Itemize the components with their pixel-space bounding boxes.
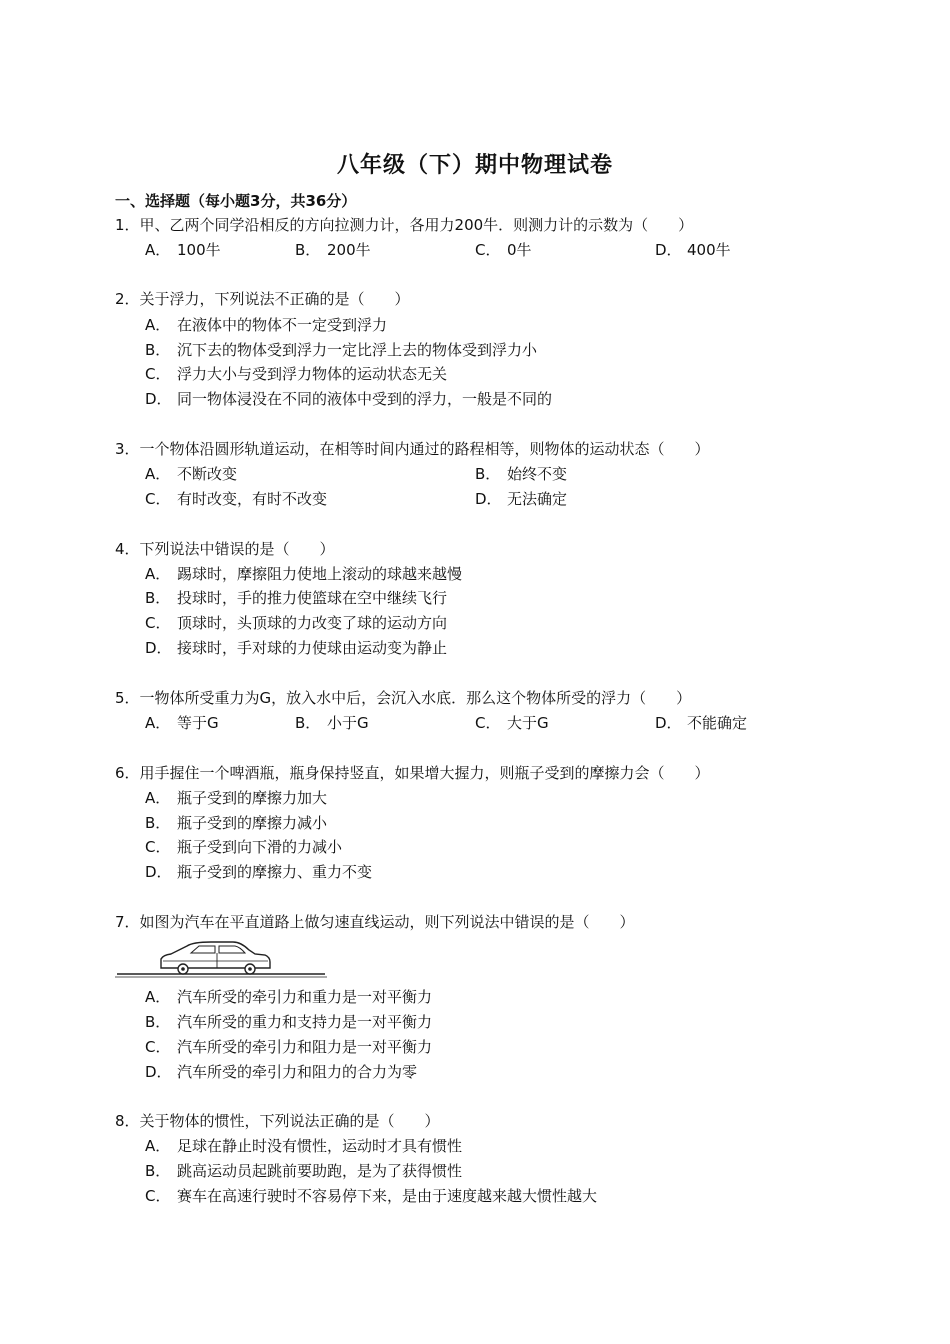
question-1-stem: 1．甲、乙两个同学沿相反的方向拉测力计，各用力200牛．则测力计的示数为（ ） bbox=[115, 216, 694, 234]
q7-option-d: D． 汽车所受的牵引力和阻力的合力为零 bbox=[145, 1063, 418, 1081]
q1-option-b: B． 200牛 bbox=[295, 241, 371, 259]
q6-option-d: D． 瓶子受到的摩擦力、重力不变 bbox=[145, 863, 373, 881]
q1-option-c: C． 0牛 bbox=[475, 241, 532, 259]
q5-option-b: B． 小于G bbox=[295, 714, 369, 732]
question-5-stem: 5．一物体所受重力为G，放入水中后，会沉入水底．那么这个物体所受的浮力（ ） bbox=[115, 689, 692, 707]
q3-option-c: C． 有时改变，有时不改变 bbox=[145, 490, 328, 508]
q8-option-a: A． 足球在静止时没有惯性，运动时才具有惯性 bbox=[145, 1137, 463, 1155]
q8-option-b: B． 跳高运动员起跳前要助跑，是为了获得惯性 bbox=[145, 1162, 463, 1180]
question-6-stem: 6．用手握住一个啤酒瓶，瓶身保持竖直，如果增大握力，则瓶子受到的摩擦力会（ ） bbox=[115, 764, 710, 782]
question-7-stem: 7．如图为汽车在平直道路上做匀速直线运动，则下列说法中错误的是（ ） bbox=[115, 913, 635, 931]
q3-option-d: D． 无法确定 bbox=[475, 490, 568, 508]
q4-option-c: C． 顶球时，头顶球的力改变了球的运动方向 bbox=[145, 614, 448, 632]
q7-option-a: A． 汽车所受的牵引力和重力是一对平衡力 bbox=[145, 988, 433, 1006]
q4-option-d: D． 接球时，手对球的力使球由运动变为静止 bbox=[145, 639, 448, 657]
question-4-stem: 4．下列说法中错误的是（ ） bbox=[115, 540, 335, 558]
q3-option-b: B． 始终不变 bbox=[475, 465, 568, 483]
q6-option-b: B． 瓶子受到的摩擦力减小 bbox=[145, 814, 328, 832]
q2-option-c: C． 浮力大小与受到浮力物体的运动状态无关 bbox=[145, 365, 448, 383]
question-8-stem: 8．关于物体的惯性，下列说法正确的是（ ） bbox=[115, 1112, 440, 1130]
q2-option-b: B． 沉下去的物体受到浮力一定比浮上去的物体受到浮力小 bbox=[145, 341, 538, 359]
q4-option-a: A． 踢球时，摩擦阻力使地上滚动的球越来越慢 bbox=[145, 565, 463, 583]
q7-option-b: B． 汽车所受的重力和支持力是一对平衡力 bbox=[145, 1013, 433, 1031]
q6-option-a: A． 瓶子受到的摩擦力加大 bbox=[145, 789, 328, 807]
section-heading: 一、选择题（每小题3分，共36分） bbox=[115, 192, 357, 210]
question-3-stem: 3．一个物体沿圆形轨道运动，在相等时间内通过的路程相等，则物体的运动状态（ ） bbox=[115, 440, 710, 458]
q6-option-c: C． 瓶子受到向下滑的力减小 bbox=[145, 838, 343, 856]
car-on-road-figure bbox=[115, 938, 330, 980]
q5-option-a: A． 等于G bbox=[145, 714, 219, 732]
exam-title: 八年级（下）期中物理试卷 bbox=[336, 153, 613, 178]
q3-option-a: A． 不断改变 bbox=[145, 465, 238, 483]
q2-option-d: D． 同一物体浸没在不同的液体中受到的浮力，一般是不同的 bbox=[145, 390, 553, 408]
q8-option-c: C． 赛车在高速行驶时不容易停下来，是由于速度越来越大惯性越大 bbox=[145, 1187, 598, 1205]
q1-option-d: D． 400牛 bbox=[655, 241, 731, 259]
q5-option-c: C． 大于G bbox=[475, 714, 549, 732]
question-2-stem: 2．关于浮力，下列说法不正确的是（ ） bbox=[115, 290, 410, 308]
q1-option-a: A． 100牛 bbox=[145, 241, 221, 259]
q4-option-b: B． 投球时，手的推力使篮球在空中继续飞行 bbox=[145, 589, 448, 607]
q7-option-c: C． 汽车所受的牵引力和阻力是一对平衡力 bbox=[145, 1038, 433, 1056]
q2-option-a: A． 在液体中的物体不一定受到浮力 bbox=[145, 316, 388, 334]
q5-option-d: D． 不能确定 bbox=[655, 714, 748, 732]
